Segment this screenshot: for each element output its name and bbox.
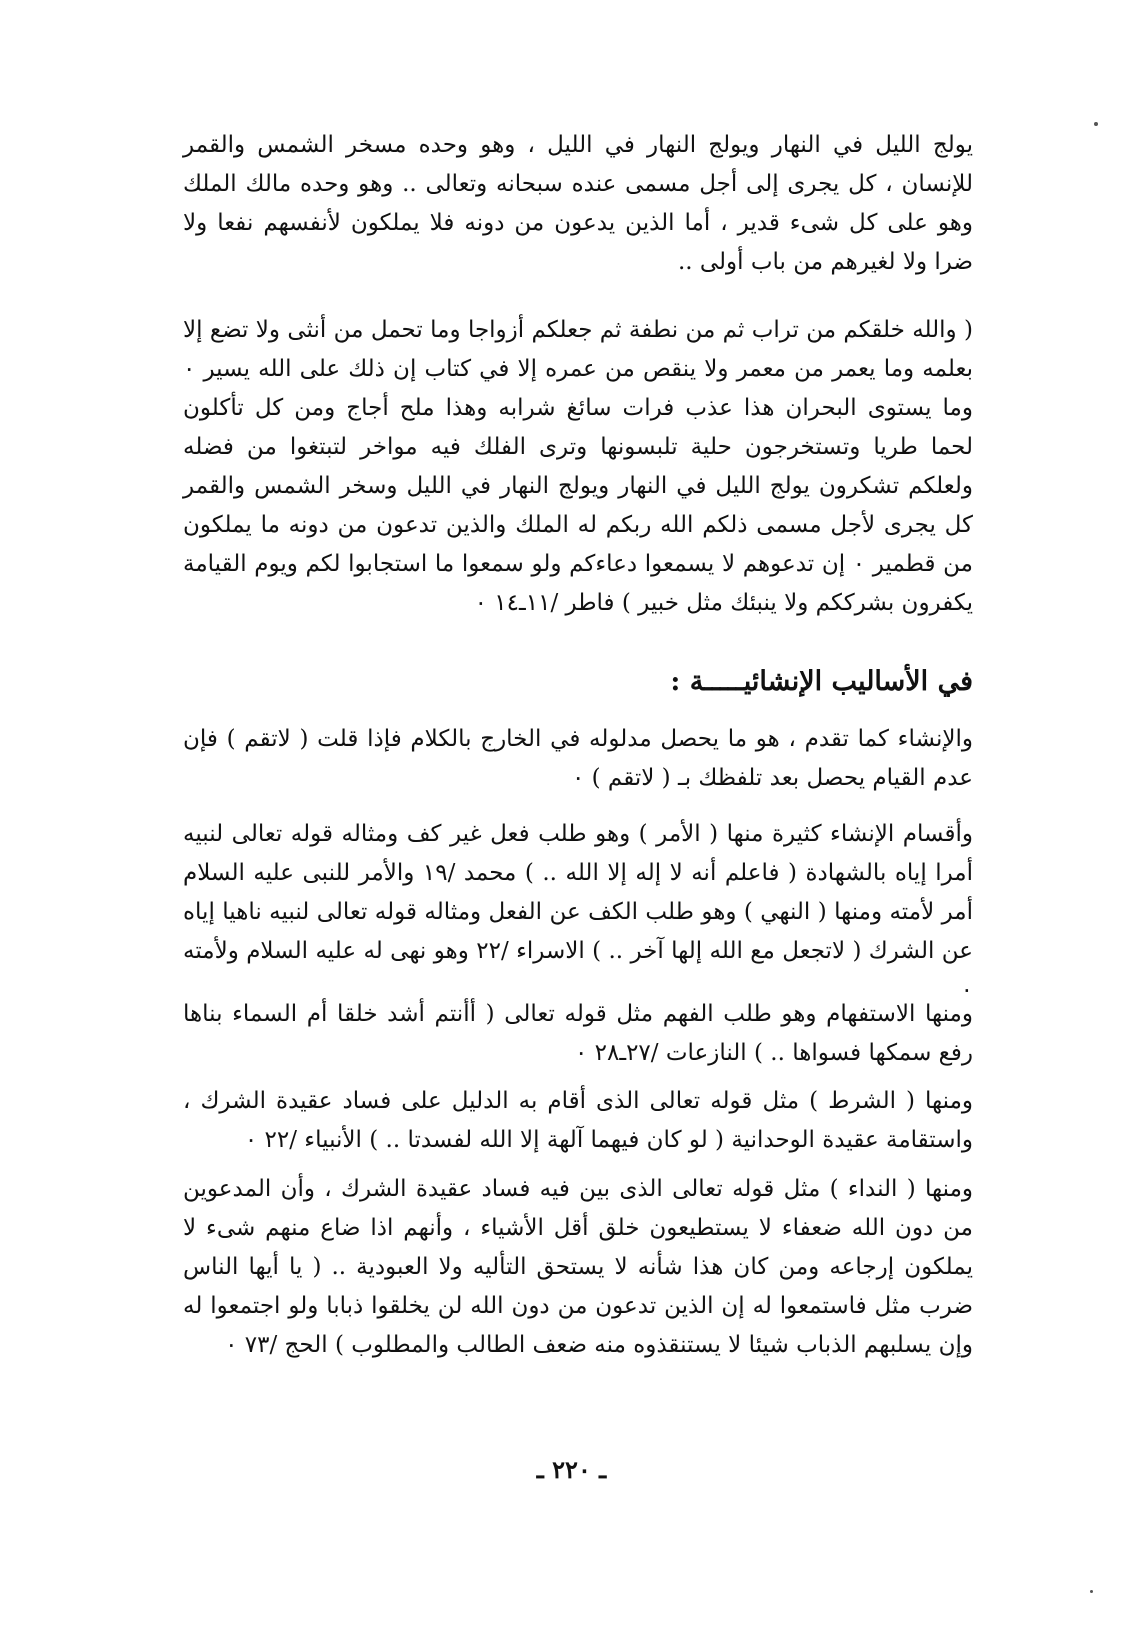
- section-paragraph-2: [183, 815, 973, 1010]
- section-paragraph-3: [183, 995, 973, 1073]
- paragraph-1: [183, 126, 973, 282]
- paragraph-text: وأقسام الإنشاء كثيرة منها ( الأمر ) وهو طلب فعل غير كف ومثاله قوله تعالى لنبيه أمرا إياه بالشهادة ( فاعلم أنه لا إله إلا الله .. ) محمد /١٩ والأمر للنبى عليه السلام أمر لأمته ومنها ( النهي ) وهو طلب الكف عن الفعل ومثاله قوله تعالى لنبيه ناهيا إياه عن الشرك ( لاتجعل مع الله إلها آخر .. ) الاسراء /٢٢ وهو نهى له عليه السلام ولأمته ۰: [183, 821, 974, 1003]
- paragraph-text: والإنشاء كما تقدم ، هو ما يحصل مدلوله في الخارج بالكلام فإذا قلت ( لاتقم ) فإن عدم القيام يحصل بعد تلفظك بـ ( لاتقم ) ۰: [183, 726, 973, 791]
- paragraph-text: ومنها الاستفهام وهو طلب الفهم مثل قوله تعالى ( أأنتم أشد خلقا أم السماء بناها رفع سمكها فسواها .. ) النازعات /٢٧ـ٢٨ ۰: [183, 1001, 973, 1066]
- paragraph-2-quran-quote: [183, 311, 973, 623]
- section-heading: في الأساليب الإنشائيـــــة :: [670, 666, 973, 697]
- section-paragraph-5: [183, 1170, 973, 1365]
- section-paragraph-4: [183, 1082, 973, 1160]
- scan-speck: [1094, 122, 1098, 126]
- paragraph-text: ومنها ( النداء ) مثل قوله تعالى الذى بين فيه فساد عقيدة الشرك ، وأن المدعوين من دون الله ضعفاء لا يستطيعون خلق أقل الأشياء ، وأنهم اذا ضاع منهم شىء لا يملكون إرجاعه ومن كان هذا شأنه لا يستحق التأليه ولا العبودية .. ( يا أيها الناس ضرب مثل فاستمعوا له إن الذين تدعون من دون الله لن يخلقوا ذبابا ولو اجتمعوا له وإن يسلبهم الذباب شيئا لا يستنقذوه منه ضعف الطالب والمطلوب ) الحج /٧٣ ۰: [183, 1176, 973, 1358]
- paragraph-text: ( والله خلقكم من تراب ثم من نطفة ثم جعلكم أزواجا وما تحمل من أنثى ولا تضع إلا بعلمه وما يعمر من معمر ولا ينقص من عمره إلا في كتاب إن ذلك على الله يسير ۰ وما يستوى البحران هذا عذب فرات سائغ شرابه وهذا ملح أجاج ومن كل تأكلون لحما طريا وتستخرجون حلية تلبسونها وترى الفلك فيه مواخر لتبتغوا من فضله ولعلكم تشكرون يولج الليل في النهار ويولج النهار في الليل وسخر الشمس والقمر كل يجرى لأجل مسمى ذلكم الله ربكم له الملك والذين تدعون من دونه ما يملكون من قطمير ۰ إن تدعوهم لا يسمعوا دعاءكم ولو سمعوا ما استجابوا لكم ويوم القيامة يكفرون بشرككم ولا ينبئك مثل خبير ) فاطر /١١ـ١٤ ۰: [183, 317, 973, 616]
- paragraph-text: ومنها ( الشرط ) مثل قوله تعالى الذى أقام به الدليل على فساد عقيدة الشرك ، واستقامة عقيدة الوحدانية ( لو كان فيهما آلهة إلا الله لفسدتا .. ) الأنبياء /٢٢ ۰: [183, 1088, 973, 1153]
- scan-speck: [1090, 1590, 1093, 1593]
- page-number: ـ ٢٢٠ ـ: [536, 1455, 607, 1484]
- paragraph-text: يولج الليل في النهار ويولج النهار في الليل ، وهو وحده مسخر الشمس والقمر للإنسان ، كل يجرى إلى أجل مسمى عنده سبحانه وتعالى .. وهو وحده مالك الملك وهو على كل شىء قدير ، أما الذين يدعون من دونه فلا يملكون لأنفسهم نفعا ولا ضرا ولا لغيرهم من باب أولى ..: [183, 132, 973, 275]
- section-paragraph-1: [183, 720, 973, 798]
